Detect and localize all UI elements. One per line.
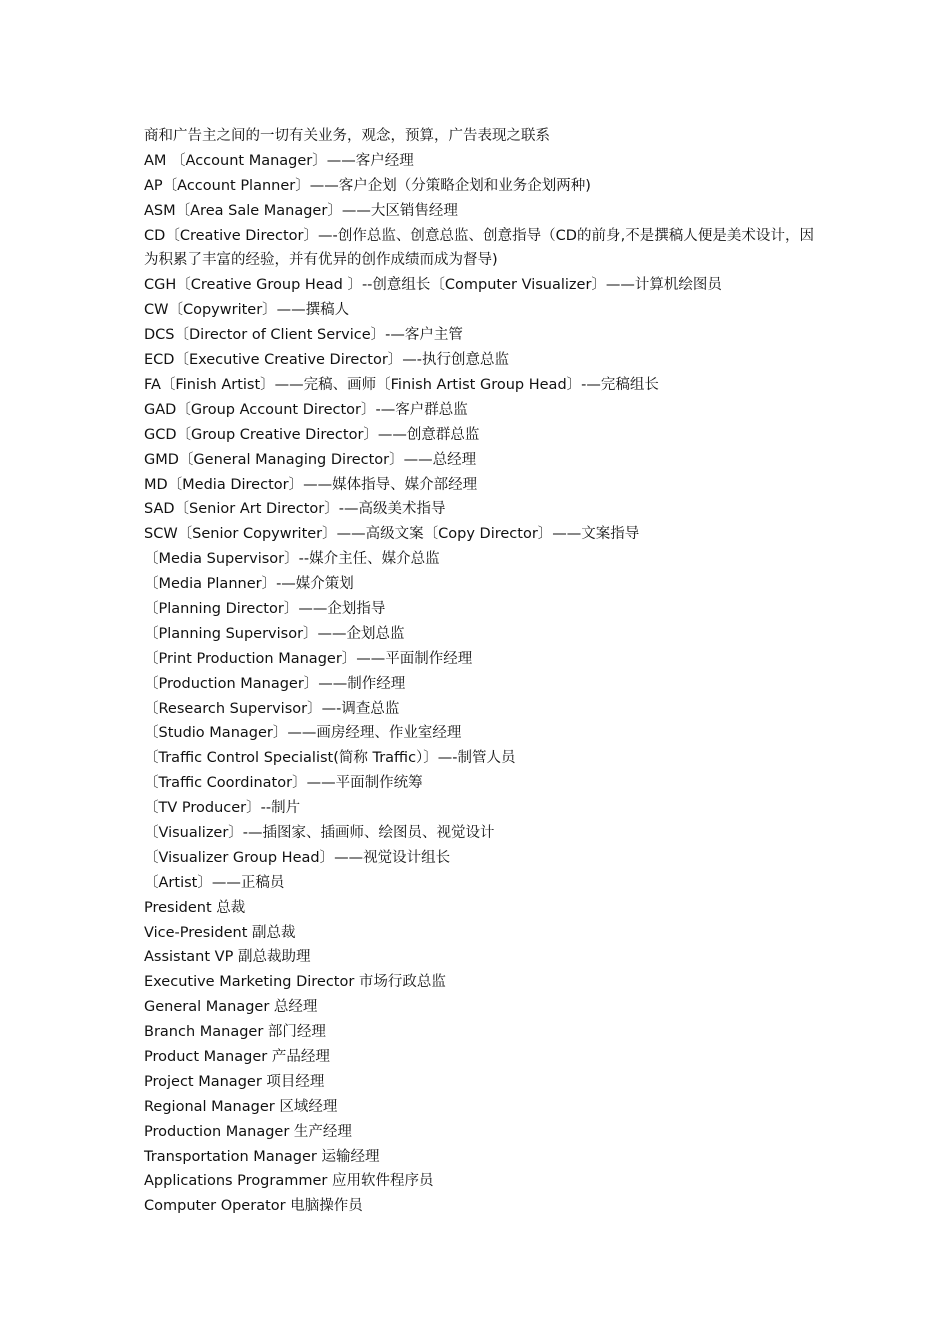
text-line: Production Manager 生产经理 bbox=[144, 1123, 352, 1140]
text-line: Product Manager 产品经理 bbox=[144, 1048, 330, 1065]
text-line: GAD〔Group Account Director〕-—客户群总监 bbox=[144, 401, 468, 418]
text-line: General Manager 总经理 bbox=[144, 999, 318, 1016]
text-line: 〔Visualizer〕-—插图家、插画师、绘图员、视觉设计 bbox=[144, 824, 495, 841]
text-line: Computer Operator 电脑操作员 bbox=[144, 1198, 363, 1215]
text-line: MD〔Media Director〕——媒体指导、媒介部经理 bbox=[144, 476, 478, 493]
text-line: AP〔Account Planner〕——客户企划（分策略企划和业务企划两种) bbox=[144, 177, 591, 194]
text-line: AM 〔Account Manager〕——客户经理 bbox=[144, 152, 414, 169]
text-line: 〔Traffic Control Specialist(简称 Traffic）〕—-制管人员 bbox=[144, 750, 516, 767]
text-line: GMD〔General Managing Director〕——总经理 bbox=[144, 451, 477, 468]
text-line: CD〔Creative Director〕—-创作总监、创意总监、创意指导（CD的前身,不是撰稿人便是美术设计，因为积累了丰富的经验，并有优异的创作成绩而成为督导) bbox=[144, 227, 814, 269]
text-line: SCW〔Senior Copywriter〕——高级文案〔Copy Director〕——文案指导 bbox=[144, 526, 640, 543]
text-line: 〔Production Manager〕——制作经理 bbox=[144, 675, 406, 692]
text-line: Project Manager 项目经理 bbox=[144, 1073, 325, 1090]
text-line: Vice-President 副总裁 bbox=[144, 924, 296, 941]
text-line: Executive Marketing Director 市场行政总监 bbox=[144, 974, 446, 991]
text-line: ECD〔Executive Creative Director〕—-执行创意总监 bbox=[144, 352, 510, 369]
text-line: SAD〔Senior Art Director〕-—高级美术指导 bbox=[144, 501, 446, 518]
text-line: President 总裁 bbox=[144, 899, 246, 916]
text-line: 〔Studio Manager〕——画房经理、作业室经理 bbox=[144, 725, 462, 742]
text-line: ASM〔Area Sale Manager〕——大区销售经理 bbox=[144, 202, 458, 219]
text-line: 〔Visualizer Group Head〕——视觉设计组长 bbox=[144, 849, 451, 866]
text-line: Applications Programmer 应用软件程序员 bbox=[144, 1173, 434, 1190]
text-line: 〔Artist〕——正稿员 bbox=[144, 874, 285, 891]
text-line: 〔Print Production Manager〕——平面制作经理 bbox=[144, 650, 473, 667]
text-line: Transportation Manager 运输经理 bbox=[144, 1148, 380, 1165]
text-line: CGH〔Creative Group Head 〕--创意组长〔Computer Visualizer〕——计算机绘图员 bbox=[144, 277, 722, 294]
text-line: 〔TV Producer〕--制片 bbox=[144, 800, 301, 817]
text-line: Assistant VP 副总裁助理 bbox=[144, 949, 311, 966]
text-line: Regional Manager 区域经理 bbox=[144, 1098, 338, 1115]
text-line: Branch Manager 部门经理 bbox=[144, 1024, 326, 1041]
text-line: GCD〔Group Creative Director〕——创意群总监 bbox=[144, 426, 480, 443]
text-line: 〔Planning Supervisor〕——企划总监 bbox=[144, 625, 405, 642]
text-line: 〔Research Supervisor〕—-调查总监 bbox=[144, 700, 400, 717]
text-line: 〔Media Planner〕-—媒介策划 bbox=[144, 576, 354, 593]
document-body bbox=[144, 124, 814, 1219]
text-line: 〔Planning Director〕——企划指导 bbox=[144, 600, 386, 617]
text-line: FA〔Finish Artist〕——完稿、画师〔Finish Artist Group Head〕-—完稿组长 bbox=[144, 376, 659, 393]
text-line: DCS〔Director of Client Service〕-—客户主管 bbox=[144, 327, 463, 344]
text-line: 〔Media Supervisor〕--媒介主任、媒介总监 bbox=[144, 551, 440, 568]
text-line: CW〔Copywriter〕——撰稿人 bbox=[144, 302, 350, 319]
text-line: 〔Traffic Coordinator〕——平面制作统筹 bbox=[144, 775, 423, 792]
text-line: 商和广告主之间的一切有关业务，观念，预算，广告表现之联系 bbox=[144, 128, 550, 144]
